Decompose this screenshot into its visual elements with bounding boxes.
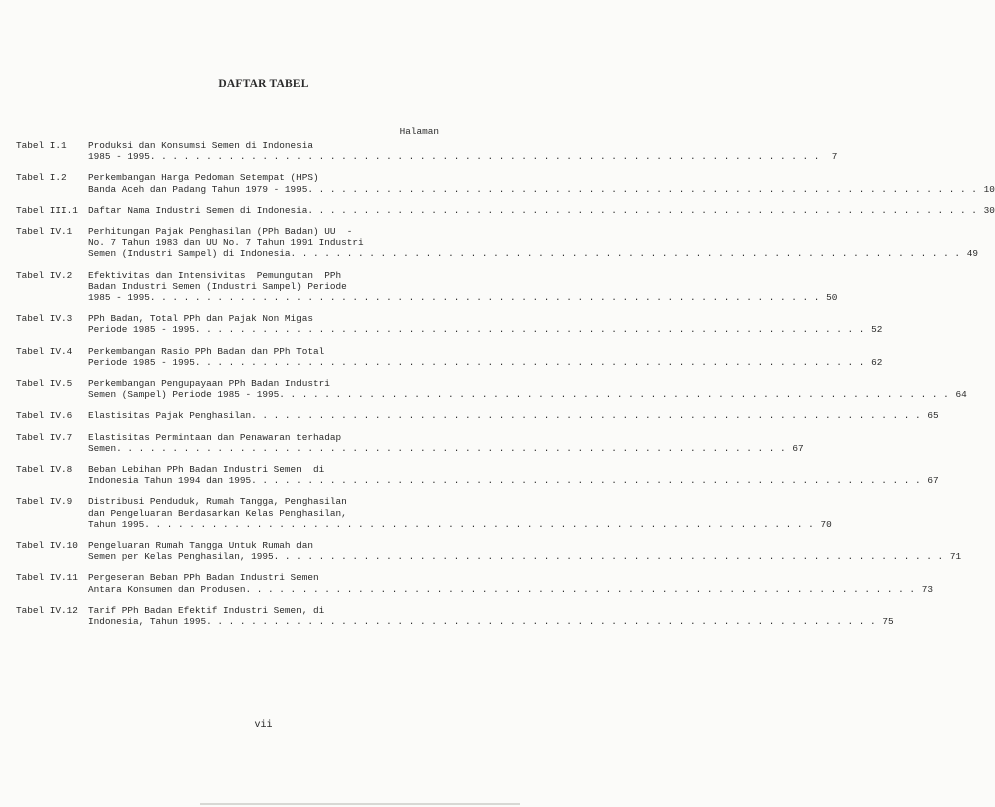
toc-entry-text: Periode 1985 - 1995: [88, 356, 195, 368]
toc-entry-page: 64: [955, 389, 967, 401]
toc-entry-text: Indonesia, Tahun 1995: [88, 616, 207, 628]
toc-entry-label: Tabel IV.2: [16, 269, 73, 281]
toc-entry-text: Indonesia Tahun 1994 dan 1995: [88, 475, 252, 487]
toc-entry-text: Elastisitas Permintaan dan Penawaran terhadap: [88, 431, 342, 443]
toc-entry-label: Tabel I.1: [16, 140, 67, 151]
toc-entry-page: 50: [826, 292, 838, 304]
toc-entry-text: Daftar Nama Industri Semen di Indonesia: [88, 204, 308, 216]
toc-entry-text: Semen (Industri Sampel) di Indonesia: [88, 248, 291, 260]
toc-entry-page: 67: [792, 442, 804, 454]
dot-leader: . . . . . . . . . . . . . . . . . . . . . . . . . . . . . . . . . . . . . . . . . . . . . . . . . . . . . . . . . . . .: [245, 583, 916, 595]
toc-entry-text: PPh Badan, Total PPh dan Pajak Non Migas: [88, 313, 314, 325]
toc-entry: [16, 572, 934, 595]
toc-entry: [16, 378, 967, 401]
toc-entry-label: Tabel I.2: [16, 172, 67, 184]
toc-entry-page: 75: [882, 616, 894, 628]
toc-entry: [16, 496, 832, 530]
toc-entry-text: Beban Lebihan PPh Badan Industri Semen di: [88, 464, 325, 476]
toc-entry-text: Tahun 1995: [88, 518, 145, 530]
toc-entry-text: Perkembangan Harga Pedoman Setempat (HPS): [88, 172, 319, 184]
dot-leader: . . . . . . . . . . . . . . . . . . . . . . . . . . . . . . . . . . . . . . . . . . . . . . . . . . . . . . . . . . . .: [149, 292, 820, 304]
toc-entry-page: 73: [921, 583, 934, 595]
table-list: [16, 140, 995, 637]
toc-entry-label: Tabel IV.3: [16, 313, 73, 325]
toc-entry-text: Semen: [88, 442, 117, 454]
toc-entry-page: 70: [820, 518, 832, 530]
toc-entry-label: Tabel IV.5: [16, 378, 73, 390]
toc-entry-text: dan Pengeluaran Berdasarkan Kelas Penghasilan,: [88, 507, 347, 519]
toc-entry: [16, 540, 962, 563]
toc-entry-text: Produksi dan Konsumsi Semen di Indonesia: [88, 140, 314, 151]
toc-entry: [16, 410, 939, 422]
toc-entry-text: Periode 1985 - 1995: [88, 324, 195, 336]
dot-leader: . . . . . . . . . . . . . . . . . . . . . . . . . . . . . . . . . . . . . . . . . . . . . . . . . . . . . . . . . . . .: [149, 151, 820, 163]
toc-entry-label: Tabel IV.7: [16, 431, 73, 443]
toc-entry: [16, 345, 883, 368]
dot-leader: . . . . . . . . . . . . . . . . . . . . . . . . . . . . . . . . . . . . . . . . . . . . . . . . . . . . . . . . . . . .: [273, 551, 944, 563]
toc-entry-page: 62: [871, 356, 883, 368]
toc-entry-text: Pengeluaran Rumah Tangga Untuk Rumah dan: [88, 540, 314, 552]
dot-leader: . . . . . . . . . . . . . . . . . . . . . . . . . . . . . . . . . . . . . . . . . . . . . . . . . . . . . . . . . . . .: [194, 356, 865, 368]
toc-entry-text: Perhitungan Pajak Penghasilan (PPh Badan) UU -: [88, 226, 353, 238]
dot-leader: . . . . . . . . . . . . . . . . . . . . . . . . . . . . . . . . . . . . . . . . . . . . . . . . . . . . . . . . . . . .: [307, 204, 977, 216]
toc-entry-text: Tarif PPh Badan Efektif Industri Semen, di: [88, 604, 325, 616]
dot-leader: . . . . . . . . . . . . . . . . . . . . . . . . . . . . . . . . . . . . . . . . . . . . . . . . . . . . . . . . . . . .: [307, 183, 977, 195]
toc-entry-text: Badan Industri Semen (Industri Sampel) Periode: [88, 280, 347, 292]
dot-leader: . . . . . . . . . . . . . . . . . . . . . . . . . . . . . . . . . . . . . . . . . . . . . . . . . . . . . . . . . . . .: [251, 475, 921, 487]
toc-entry-page: 65: [927, 410, 939, 422]
toc-entry-text: 1985 - 1995: [88, 292, 150, 304]
toc-entry-page: 71: [949, 551, 962, 563]
page-number: vii: [254, 720, 273, 731]
dot-leader: . . . . . . . . . . . . . . . . . . . . . . . . . . . . . . . . . . . . . . . . . . . . . . . . . . . . . . . . . . . .: [206, 616, 876, 628]
toc-entry: [16, 172, 995, 195]
toc-entry-page: 10: [983, 183, 995, 195]
scan-edge-line: [200, 803, 520, 805]
toc-entry-label: Tabel III.1: [16, 204, 78, 216]
toc-entry-label: Tabel IV.11: [16, 572, 78, 584]
toc-entry-text: Elastisitas Pajak Penghasilan: [88, 410, 252, 422]
toc-entry-label: Tabel IV.12: [16, 604, 78, 616]
toc-entry-text: Perkembangan Rasio PPh Badan dan PPh Total: [88, 345, 325, 357]
toc-entry-text: Semen per Kelas Penghasilan, 1995: [88, 551, 274, 563]
page-column-header: Halaman: [399, 126, 439, 137]
dot-leader: . . . . . . . . . . . . . . . . . . . . . . . . . . . . . . . . . . . . . . . . . . . . . . . . . . . . . . . . . . . .: [194, 324, 865, 336]
toc-entry-page: 67: [927, 475, 939, 487]
toc-entry-text: Distribusi Penduduk, Rumah Tangga, Penghasilan: [88, 496, 347, 508]
toc-entry-label: Tabel IV.6: [16, 410, 73, 422]
toc-entry-text: Antara Konsumen dan Produsen: [88, 583, 246, 595]
toc-entry-label: Tabel IV.10: [16, 540, 78, 552]
toc-entry: [16, 140, 838, 163]
dot-leader: . . . . . . . . . . . . . . . . . . . . . . . . . . . . . . . . . . . . . . . . . . . . . . . . . . . . . . . . . . . .: [116, 442, 786, 454]
toc-entry: [16, 226, 979, 260]
toc-entry-page: 49: [966, 248, 979, 260]
toc-entry: [16, 464, 939, 487]
toc-entry-label: Tabel IV.8: [16, 464, 73, 476]
toc-entry: [16, 313, 883, 336]
toc-entry: [16, 204, 995, 216]
toc-entry-text: Banda Aceh dan Padang Tahun 1979 - 1995: [88, 183, 308, 195]
toc-entry-label: Tabel IV.1: [16, 226, 73, 238]
toc-entry-text: No. 7 Tahun 1983 dan UU No. 7 Tahun 1991 Industri: [88, 237, 364, 249]
dot-leader: . . . . . . . . . . . . . . . . . . . . . . . . . . . . . . . . . . . . . . . . . . . . . . . . . . . . . . . . . . . .: [290, 248, 961, 260]
toc-entry-text: Perkembangan Pengupayaan PPh Badan Industri: [88, 378, 330, 390]
dot-leader: . . . . . . . . . . . . . . . . . . . . . . . . . . . . . . . . . . . . . . . . . . . . . . . . . . . . . . . . . . . .: [279, 389, 949, 401]
dot-leader: . . . . . . . . . . . . . . . . . . . . . . . . . . . . . . . . . . . . . . . . . . . . . . . . . . . . . . . . . . . .: [251, 410, 921, 422]
page-title: DAFTAR TABEL: [218, 78, 309, 90]
toc-entry-text: Efektivitas dan Intensivitas Pemungutan PPh: [88, 269, 342, 281]
toc-entry-text: Semen (Sampel) Periode 1985 - 1995: [88, 389, 280, 401]
toc-entry-page: 30: [983, 204, 995, 216]
toc-entry: [16, 604, 894, 628]
toc-entry-label: Tabel IV.4: [16, 345, 73, 357]
toc-entry-text: Pergeseran Beban PPh Badan Industri Semen: [88, 572, 319, 584]
toc-entry: [16, 431, 804, 454]
toc-entry-page: 7: [831, 151, 838, 163]
toc-entry-page: 52: [871, 324, 883, 336]
toc-entry-label: Tabel IV.9: [16, 496, 73, 508]
dot-leader: . . . . . . . . . . . . . . . . . . . . . . . . . . . . . . . . . . . . . . . . . . . . . . . . . . . . . . . . . . . .: [144, 518, 814, 530]
toc-entry-text: 1985 - 1995: [88, 151, 150, 163]
toc-entry: [16, 269, 838, 304]
